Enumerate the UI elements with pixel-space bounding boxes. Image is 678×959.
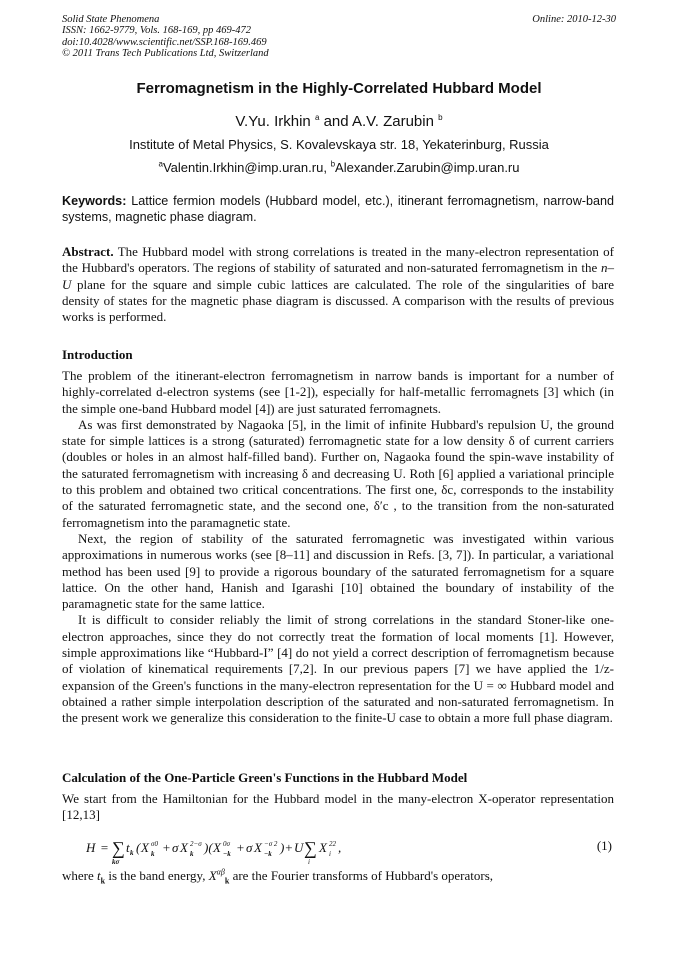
email-2-mark: b [330,159,336,169]
where-text: where [62,868,94,883]
calculation-heading: Calculation of the One-Particle Green's Functions in the Hubbard Model [62,770,468,785]
journal-name: Solid State Phenomena [62,14,160,25]
svg-text:σ: σ [172,840,179,855]
svg-text:(: ( [136,840,141,855]
svg-text:X: X [141,840,149,855]
svg-text:−σ 2: −σ 2 [264,840,278,848]
svg-text:k: k [130,849,134,857]
author-2: A.V. Zarubin [351,113,434,130]
hamiltonian-equation [86,836,376,870]
copyright-line: © 2011 Trans Tech Publications Ltd, Switzerland [62,48,269,60]
svg-text:2−σ: 2−σ [190,840,202,848]
svg-text:+: + [162,840,171,855]
svg-text:−k: −k [264,850,272,858]
introduction-body [62,368,614,727]
svg-text:+: + [236,840,245,855]
tk-symbol: $t_k$ [97,868,106,886]
equation-svg [86,836,376,866]
svg-text:∑: ∑ [304,838,317,858]
svg-text:k: k [190,850,194,858]
intro-paragraph-4: It is difficult to consider reliably the limit of strong correlations in the standard Stoner-like one-electron approaches, since they do not correctly treat the formation of local moments [1]. However, simple approximations like “Hubbard-I” [4] do not yield a correct description of ferromagnetism because of violation of kinematical requirements [7,2]. In our previous papers [7] we have applied the 1/z-expansion of the Green's functions in the many-electron representation for the U = ∞ Hubbard model and obtained a rather simple interpolation description of the saturated and non-saturated ferromagnetism. In the present work we generalize this consideration to the finite-U case to obtain a more full phase diagram. [62,612,614,726]
equation-number: (1) [596,838,612,853]
fourier-text: are the Fourier transforms of Hubbard's operators, [232,868,494,883]
svg-text:H: H [86,840,96,855]
abstract-block [62,244,614,325]
xk-symbol: $X^{\alpha\beta}_k$ [208,867,230,886]
affiliation: Institute of Metal Physics, S. Kovalevskaya str. 18, Yekaterinburg, Russia [129,137,549,152]
email-1-link[interactable]: Valentin.Irkhin@imp.uran.ru [162,160,324,175]
online-date: Online: 2010-12-30 [532,14,616,25]
calculation-paragraph-2 [62,868,614,886]
svg-text:i: i [329,850,331,858]
email-line [62,160,616,175]
svg-text:X: X [319,840,327,855]
intro-paragraph-3: Next, the region of stability of the saturated ferromagnetic was investigated within various approximations in numerous works (see [8–11] and discussion in Refs. [3, 7]). In particular, a variational method has been used [9] to provide a rigorous boundary of the saturated ferromagnetism for a square lattice. On the other hand, Hanish and Igarashi [10] obtained the boundary of instability of the paramagnetic state for the same lattice. [62,530,614,612]
calculation-paragraph-1: We start from the Hamiltonian for the Hubbard model in the many-electron X-operator representation [12,13] [62,791,614,823]
abstract-text-1: The Hubbard model with strong correlations is treated in the many-electron representation of the Hubbard's operators. The regions of stability of saturated and non-saturated ferromagnetism in the [62,244,614,276]
issn-line: ISSN: 1662-9779, Vols. 168-169, pp 469-472 [62,25,251,37]
author-1: V.Yu. Irkhin [235,113,311,130]
author-1-mark: a [314,113,320,122]
svg-text:)+: )+ [280,840,294,855]
introduction-heading: Introduction [62,347,133,362]
svg-text:22: 22 [329,840,336,848]
svg-text:X: X [213,840,221,855]
svg-text:kσ: kσ [112,858,120,866]
email-2-link[interactable]: Alexander.Zarubin@imp.uran.ru [335,160,520,175]
band-energy-text: is the band energy, [108,868,206,883]
email-1-mark: a [158,159,163,169]
svg-text:σ0: σ0 [151,840,158,848]
svg-text:k: k [151,850,155,858]
svg-text:X: X [254,840,262,855]
keywords-block [62,194,614,225]
email-separator: , [323,160,327,175]
doi-line: doi:10.4028/www.scientific.net/SSP.168-169.469 [62,36,267,48]
keywords-label: Keywords: [62,194,127,208]
svg-text:)(: )( [204,840,213,855]
svg-text:i: i [308,858,310,866]
intro-paragraph-1: The problem of the itinerant-electron ferromagnetism in narrow bands is important for a number of highly-correlated d-electron systems (see [1-2]), especially for half-metallic ferromagnets [3] which (in the simple one-band Hubbard model [4]) are just saturated ferromagnets. [62,368,614,416]
author-2-mark: b [438,113,443,122]
journal-header [62,14,616,60]
keywords-text: Lattice fermion models (Hubbard model, etc.), itinerant ferromagnetism, narrow-band systems, magnetic phase diagram. [62,194,614,224]
svg-text:∑: ∑ [112,838,125,858]
intro-paragraph-2: As was first demonstrated by Nagaoka [5], in the limit of infinite Hubbard's repulsion U, the ground state for simple lattices is a strong (saturated) ferromagnetic state for a low density δ of current carriers (doubles or holes in an almost half-filled band). Further on, Nagaoka found the spin-wave instability of the saturated ferromagnetism with increasing δ and decreasing U. Roth [6] applied a variational principle to this problem and obtained two critical concentrations. The first one, δc, corresponds to the instability of the saturated ferromagnetic state, and the second one, δ′c , to the transition from the non-saturated ferromagnetism into the paramagnetic state. [62,416,614,530]
paper-title: Ferromagnetism in the Highly-Correlated Hubbard Model [136,80,542,97]
abstract-text-2: plane for the square and simple cubic lattices are calculated. The role of the singularities of bare density of states for the magnetic phase diagram is discussed. A comparison with the results of previous works is performed. [62,276,614,325]
abstract-nu: n–U [62,260,614,292]
svg-text:=: = [100,840,109,855]
svg-text:U: U [294,840,304,855]
svg-text:X: X [180,840,188,855]
author-line [62,113,616,130]
svg-text:0σ: 0σ [223,840,230,848]
svg-text:,: , [338,840,342,855]
author-conjunction: and [323,113,349,130]
svg-text:−k: −k [223,850,231,858]
abstract-label: Abstract. [62,244,114,259]
svg-text:t: t [126,840,130,855]
svg-text:σ: σ [246,840,253,855]
